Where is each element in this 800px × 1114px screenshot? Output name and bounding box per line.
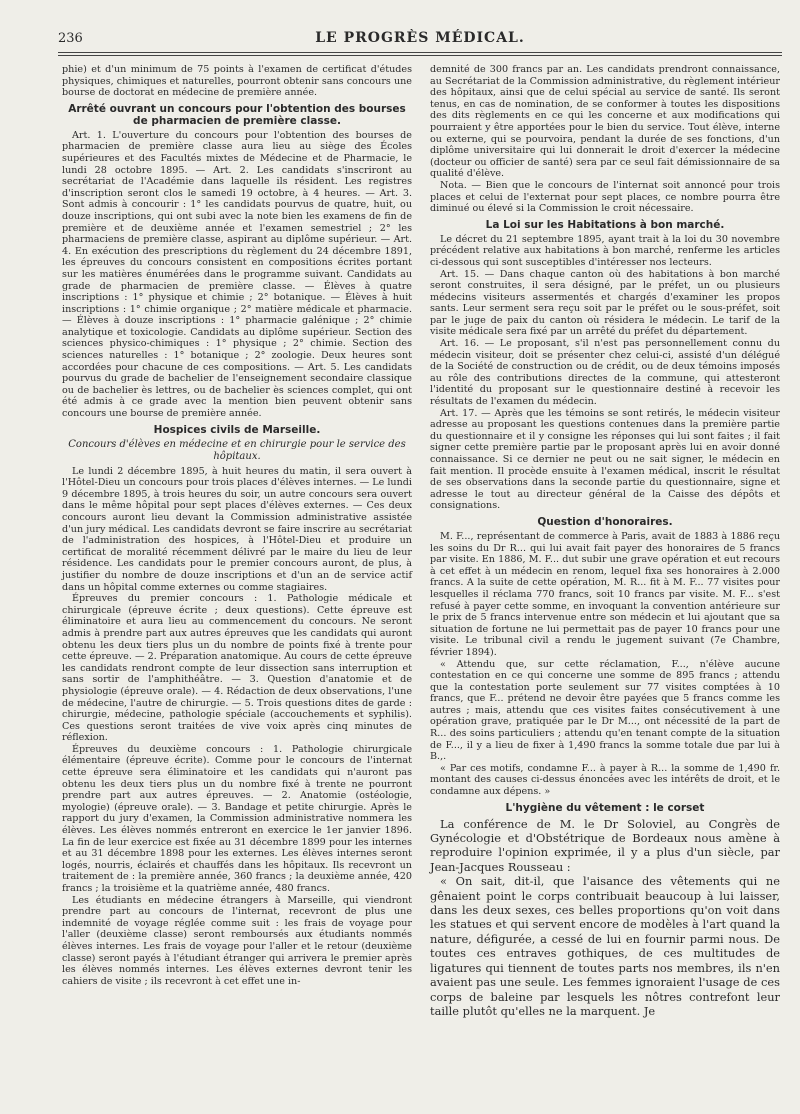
section-heading: Question d'honoraires. — [537, 515, 673, 528]
paragraph: La conférence de M. le Dr Soloviel, au Congrès de Gynécologie et d'Obstétrique de Bordeaux nous amène à reproduire l'opinion exprimée, il y a plus d'un siècle, par Jean-Jacques Rousseau : — [430, 816, 780, 874]
paragraph: M. F..., représentant de commerce à Paris, avait de 1883 à 1886 reçu les soins du Dr R... qui lui avait fait payer des honoraires de 5 francs par visite. En 1886, M. F... dut subir une grave opération et eut recours à cet effet à un médecin en renom, lequel fixa ses honoraires à 2.000 francs. A la suite de cette opération, M. R... fit à M. F... 77 visites pour lesquelles il réclama 770 francs, soit 10 francs par visite. M. F... s'est refusé à payer cette somme, en invoquant la convention antérieure sur le prix de 5 francs intervenue entre son médecin et lui ajoutant que sa situation de fortune ne lui permettait pas de payer 10 francs pour une visite. Le tribunal civil a rendu le jugement suivant (7e Chambre, février 1894). — [430, 530, 780, 658]
large-print-section — [430, 817, 780, 1019]
journal-title: LE PROGRÈS MÉDICAL. — [315, 30, 525, 46]
paragraph: « Par ces motifs, condamne F... à payer à R... la somme de 1,490 fr. montant des causes ci-dessus énoncées avec les intérêts de droit, et le condamne aux dépens. » — [430, 762, 780, 798]
header-rule-double — [58, 55, 782, 56]
section-heading: Arrêté ouvrant un concours pour l'obtention des bourses de pharmacien de première classe. — [68, 102, 406, 127]
header-rule — [58, 52, 782, 53]
paragraph: Épreuves du deuxième concours : 1. Pathologie chirurgicale élémentaire (épreuve écrite). Comme pour le concours de l'internat cette épreuve sera éliminatoire et les candidats qui n'auront pas obtenu les deux tiers plus un du nombre fixé à trente ne pourront prendre part aux autres épreuves. — 2. Anatomie (ostéologie, myologie) (épreuve orale). — 3. Bandage et petite chirurgie. Après le rapport du jury d'examen, la Commission administrative nommera les élèves. Les élèves nommés entreront en exercice le 1er janvier 1896. La fin de leur exercice est fixée au 31 décembre 1899 pour les internes et au 31 décembre 1898 pour les externes. Les élèves internes seront logés, nourris, éclairés et chauffés dans les hôpitaux. Ils recevront un traitement de : la première année, 360 francs ; la deuxième année, 420 francs ; la troisième et la quatrième année, 480 francs. — [62, 743, 412, 894]
paragraph: Épreuves du premier concours : 1. Pathologie médicale et chirurgicale (épreuve écrite ; deux questions). Cette épreuve est éliminatoire et aura lieu au commencement du concours. Ne seront admis à prendre part aux autres épreuves que les candidats qui auront obtenu les deux tiers plus un du nombre de points fixé à trente pour cette épreuve. — 2. Préparation anatomique. Au cours de cette épreuve les candidats rendront compte de leur dissection sans interruption et sans sortir de l'amphithéâtre. — 3. Question d'anatomie et de physiologie (épreuve orale). — 4. Rédaction de deux observations, l'une de médecine, l'autre de chirurgie. — 5. Trois questions dites de garde : chirurgie, médecine, pathologie spéciale (accouchements et syphilis). Ces questions seront traitées de vive voix après cinq minutes de réflexion. — [62, 593, 412, 744]
section-subheading: Concours d'élèves en médecine et en chirurgie pour le service des hôpitaux. — [68, 438, 406, 462]
section-heading: Hospices civils de Marseille. — [153, 423, 321, 436]
paragraph: phie) et d'un minimum de 75 points à l'examen de certificat d'études physiques, chimiques et naturelles, pourront obtenir sans concours une bourse de doctorat en médecine de première année. — [62, 64, 412, 99]
paragraph: Art. 17. — Après que les témoins se sont retirés, le médecin visiteur adresse au proposant les questions contenues dans la première partie du questionnaire et il y consigne les réponses qui lui sont faites ; il fait signer cette première partie par le proposant après lui en avoir donné connaissance. Si ce dernier ne peut ou ne sait signer, le médecin en fait mention. Il procède ensuite à l'examen médical, inscrit le résultat de ses observations dans la seconde partie du questionnaire, signe et adresse le tout au directeur général de la Caisse des dépôts et consignations. — [430, 407, 780, 512]
left-column — [62, 64, 412, 987]
paragraph: Nota. — Bien que le concours de l'internat soit annoncé pour trois places et celui de l'externat pour sept places, ce nombre pourra être diminué ou élevé si la Commission le croit nécessaire. — [430, 179, 780, 215]
paragraph: Art. 15. — Dans chaque canton où des habitations à bon marché seront construites, il sera désigné, par le préfet, un ou plusieurs médecins visiteurs assermentés et chargés d'examiner les propos sants. Leur serment sera reçu soit par le préfet ou le sous-préfet, soit par le juge de paix du canton où résidera le médecin. Le tarif de la visite médicale sera fixé par un arrêté du préfet du département. — [430, 268, 780, 338]
paragraph: Les étudiants en médecine étrangers à Marseille, qui viendront prendre part au concours de l'internat, recevront de plus une indemnité de voyage réglée comme suit : les frais de voyage pour l'aller (deuxième classe) seront remboursés aux étudiants nommés élèves internes. Les frais de voyage pour l'aller et le retour (deuxième classe) seront payés à l'étudiant étranger qui arrivera le premier après les élèves nommés internes. Les élèves externes devront tenir les cahiers de visite ; ils recevront à cet effet une in- — [62, 894, 412, 987]
paragraph: Art. 16. — Le proposant, s'il n'est pas personnellement connu du médecin visiteur, doit se présenter chez celui-ci, assisté d'un délégué de la Société de construction ou de crédit, ou de deux témoins imposés au rôle des contributions directes de la commune, qui attesteront l'identité du proposant sur le questionnaire destiné à recevoir les résultats de l'examen du médecin. — [430, 338, 780, 408]
paragraph: Art. 1. L'ouverture du concours pour l'obtention des bourses de pharmacien de première classe aura lieu au siège des Écoles supérieures et des Facultés mixtes de Médecine et de Pharmacie, le lundi 28 octobre 1895. — Art. 2. Les candidats s'inscriront au secrétariat de l'Académie dans laquelle ils résident. Les registres d'inscription seront clos le samedi 19 octobre, à 4 heures. — Art. 3. Sont admis à concourir : 1° les candidats pourvus de quatre, huit, ou douze inscriptions, qui ont subi avec la note bien les examens de fin de première et de deuxième année et l'examen semestriel ; 2° les pharmaciens de première classe, aspirant au diplôme supérieur. — Art. 4. En exécution des prescriptions du règlement du 24 décembre 1891, les épreuves du concours consistent en compositions écrites portant sur les matières énumérées dans le programme suivant. Candidats au grade de pharmacien de première classe. — Élèves à quatre inscriptions : 1° physique et chimie ; 2° botanique. — Élèves à huit inscriptions : 1° chimie organique ; 2° matière médicale et pharmacie. — Élèves à douze inscriptions : 1° pharmacie galénique ; 2° chimie analytique et toxicologie. Candidats au diplôme supérieur. Section des sciences physico-chimiques : 1° physique ; 2° chimie. Section des sciences naturelles : 1° botanique ; 2° zoologie. Deux heures sont accordées pour chacune de ces compositions. — Art. 5. Les candidats pourvus du grade de bachelier de l'enseignement secondaire classique ou de bachelier ès lettres, ou de bachelier ès sciences complet, qui ont été admis à ce grade avec la mention bien peuvent obtenir sans concours une bourse de première année. — [62, 129, 412, 420]
right-column — [430, 64, 780, 1018]
paragraph: demnité de 300 francs par an. Les candidats prendront connaissance, au Secrétariat de la Commission administrative, du règlement intérieur des hôpitaux, ainsi que de celui spécial au service de santé. Ils seront tenus, en cas de nomination, de se conformer à toutes les dispositions des dits règlements en ce qui les concerne et aux modifications qui pourraient y être apportées pour le bien du service. Tout élève, interne ou externe, qui se pourvoira, pendant la durée de ses fonctions, d'un diplôme universitaire qui lui donnerait le droit d'exercer la médecine (docteur ou officier de santé) sera par ce seul fait démissionnaire de sa qualité d'élève. — [430, 64, 780, 180]
paragraph: Le lundi 2 décembre 1895, à huit heures du matin, il sera ouvert à l'Hôtel-Dieu un concours pour trois places d'élèves internes. — Le lundi 9 décembre 1895, à trois heures du soir, un autre concours sera ouvert dans le même hôpital pour sept places d'élèves externes. — Ces deux concours auront lieu devant la Commission administrative assistée d'un jury médical. Les candidats devront se faire inscrire au secrétariat de l'administration des hospices, à l'Hôtel-Dieu et produire un certificat de moralité récemment délivré par le maire du lieu de leur résidence. Les candidats pour le premier concours auront, de plus, à justifier du nombre de douze inscriptions et d'un an de service actif dans un hôpital comme externes ou comme stagiaires. — [62, 465, 412, 593]
paragraph: Le décret du 21 septembre 1895, ayant trait à la loi du 30 novembre précédent relative aux habitations à bon marché, renferme les articles ci-dessous qui sont susceptibles d'intéresser nos lecteurs. — [430, 233, 780, 268]
section-heading: L'hygiène du vêtement : le corset — [505, 801, 705, 814]
paragraph: « Attendu que, sur cette réclamation, F..., n'élève aucune contestation en ce qui concerne une somme de 895 francs ; attendu que la contestation porte seulement sur 77 visites comptées à 10 francs, que F... prétend ne devoir être payées que 5 francs comme les autres ; mais, attendu que ces visites faites consécutivement à une opération grave, pratiquée par le Dr M..., ont nécessité de la part de R... des soins particuliers ; attendu qu'en tenant compte de la situation de F..., il y a lieu de fixer à 1,490 francs la somme totale due par lui à B.,. — [430, 658, 780, 763]
section-heading: La Loi sur les Habitations à bon marché. — [485, 218, 725, 231]
paragraph: « On sait, dit-il, que l'aisance des vêtements qui ne gênaient point le corps contribuait beaucoup à lui laisser, dans les deux sexes, ces belles proportions qu'on voit dans les statues et qui servent encore de modèles à l'art quand la nature, défigurée, a cessé de lui en fournir parmi nous. De toutes ces entraves gothiques, de ces multitudes de ligatures qui tiennent de toutes parts nos membres, ils n'en avaient pas une seule. Les femmes ignoraient l'usage de ces corps de baleine par lesquels les nôtres contrefont leur taille plutôt qu'elles ne la marquent. Je — [430, 874, 780, 1018]
page-number: 236 — [58, 31, 83, 46]
page-header — [58, 30, 782, 50]
